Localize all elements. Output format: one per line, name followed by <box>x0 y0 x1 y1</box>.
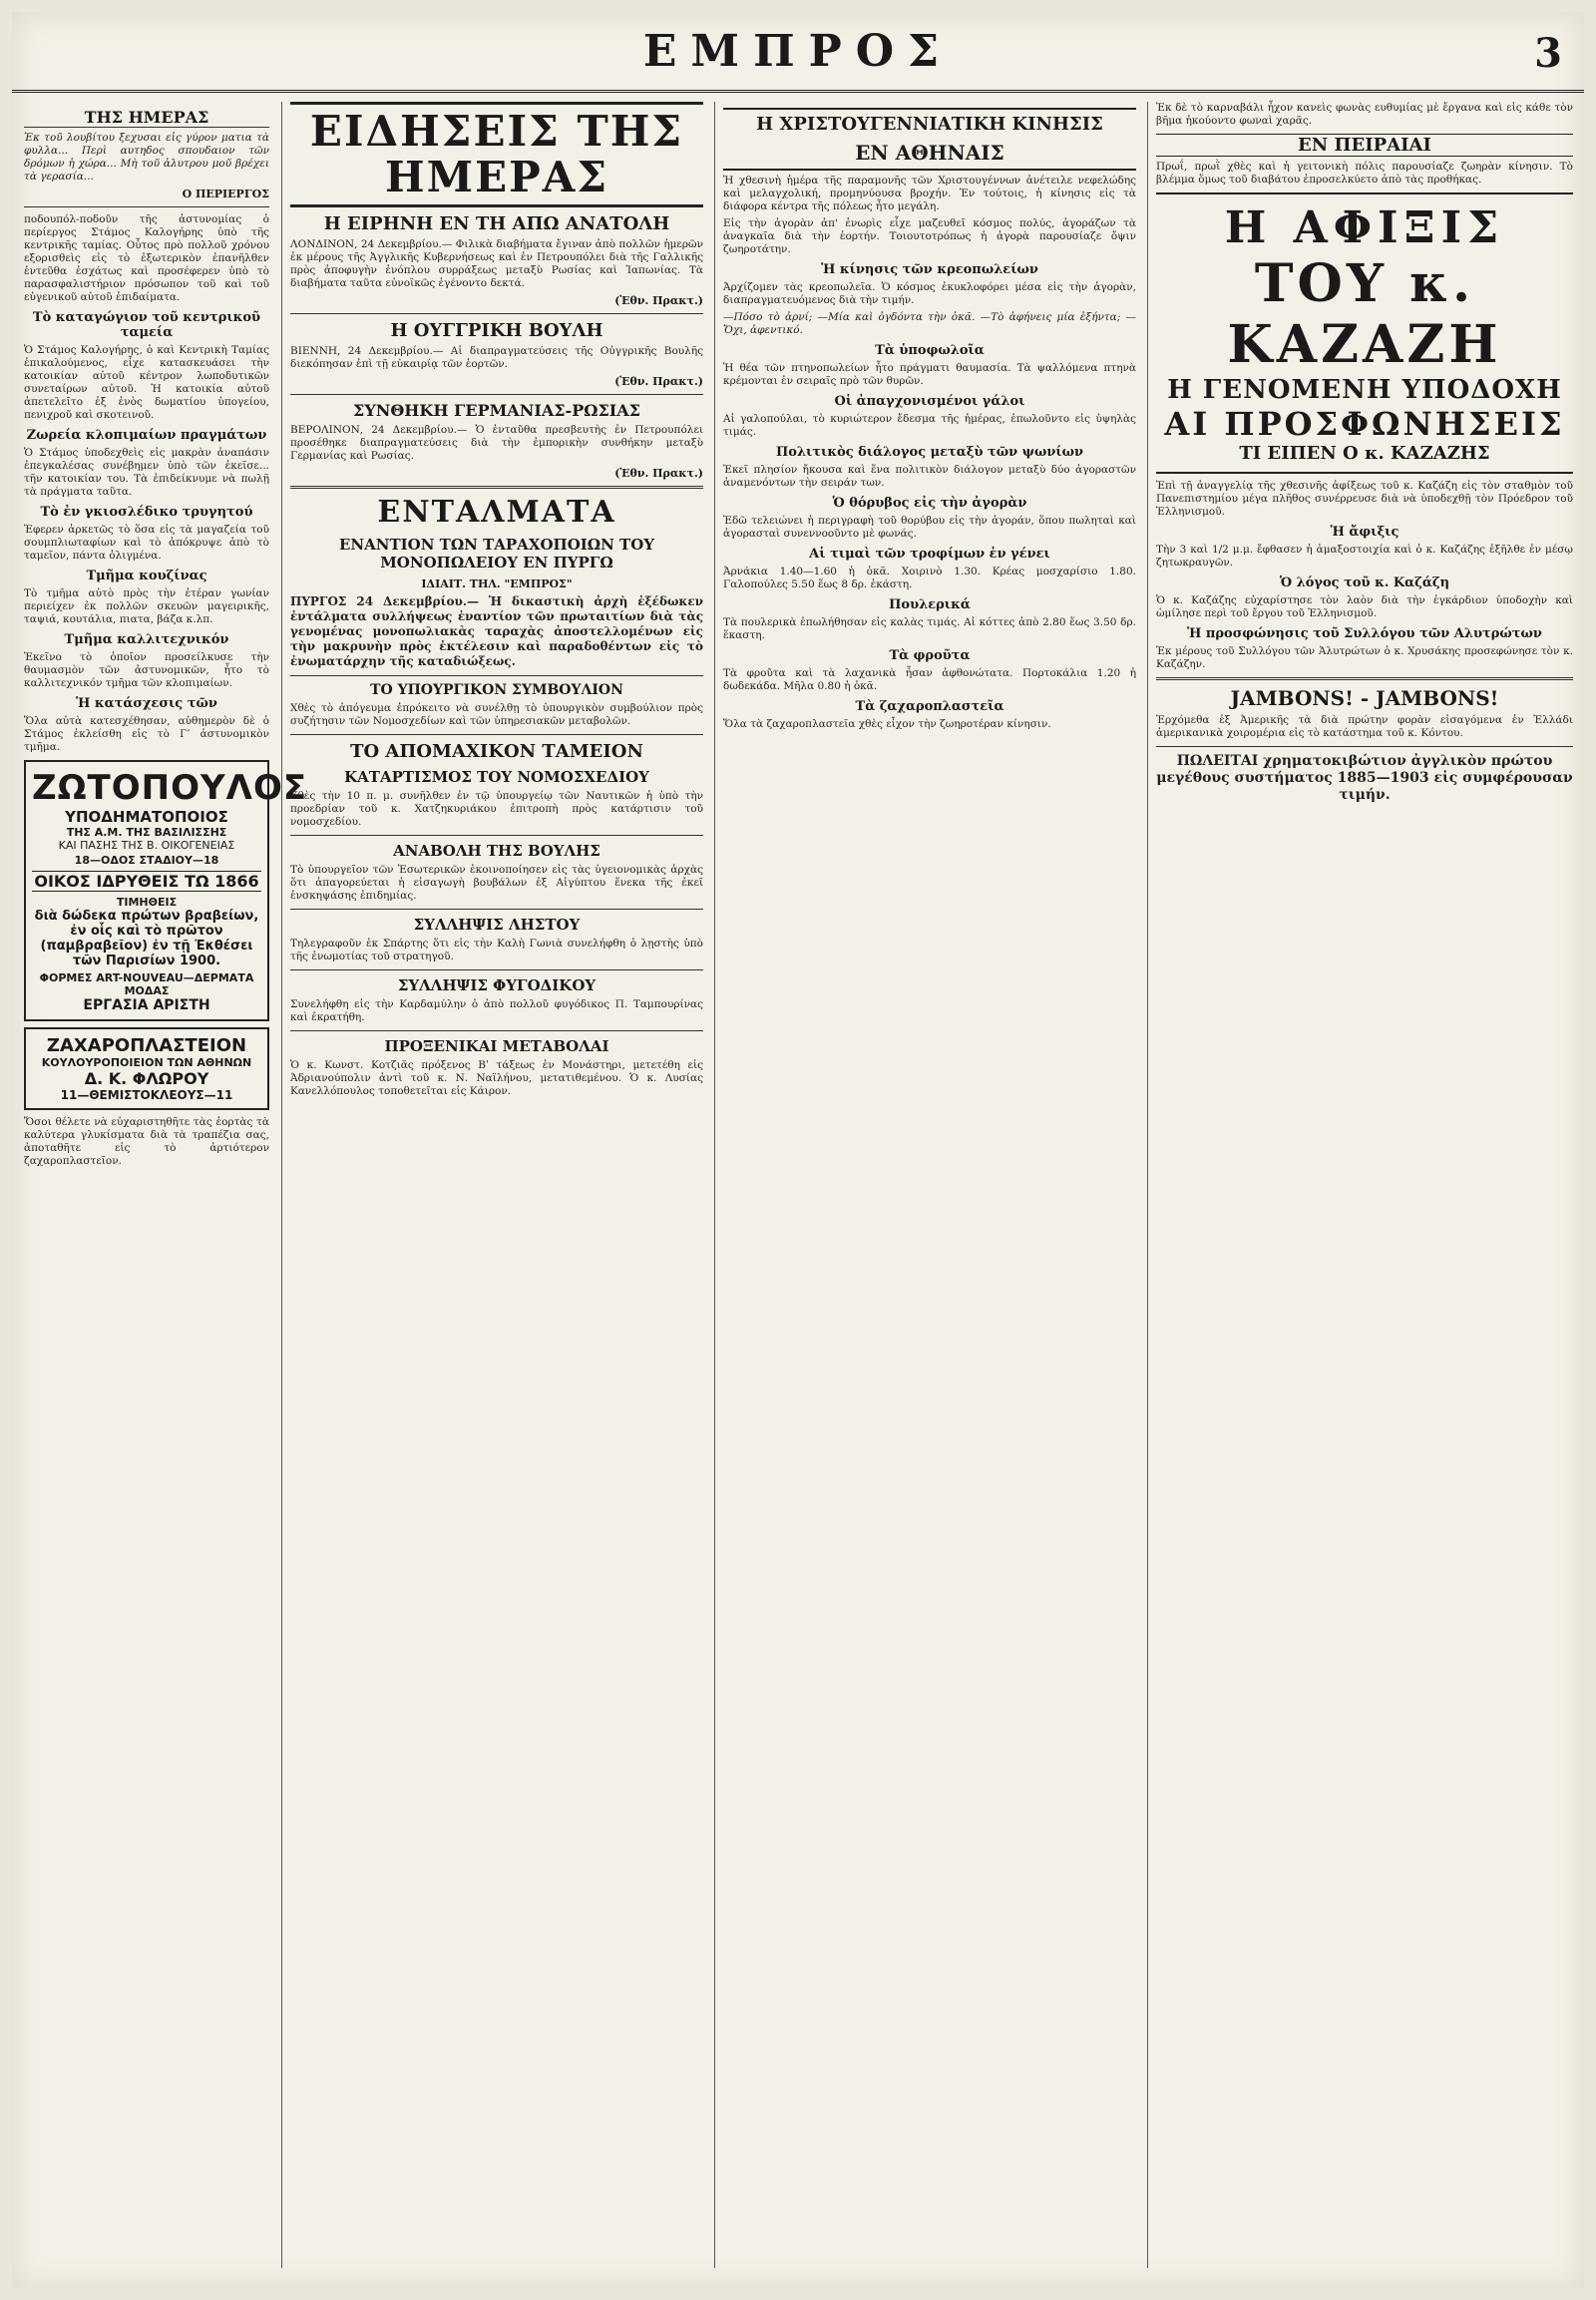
section-heading: Ἡ προσφώνησις τοῦ Συλλόγου τῶν Αλυτρώτων <box>1187 626 1542 641</box>
article-paragraph: Ὅλα αὐτὰ κατεσχέθησαν, αὐθημερὸν δὲ ὁ Στάμος ἐκλείσθη εἰς τὸ Γʹ ἀστυνομικὸν τμῆμα. <box>24 715 269 753</box>
section-heading: Ἡ ἄφιξις <box>1330 525 1399 540</box>
confectionery-ad <box>24 1027 269 1110</box>
article-paragraph: Τὰ φροῦτα καὶ τὰ λαχανικὰ ἦσαν ἀφθονώτατα. Πορτοκάλια 1.20 ἡ δωδεκάδα. Μῆλα 0.80 ἡ ὀκᾶ. <box>723 667 1136 692</box>
ad-line: ΚΑΙ ΠΑΣΗΣ ΤΗΣ Β. ΟΙΚΟΓΕΝΕΙΑΣ <box>58 839 235 852</box>
ad-owner: Δ. Κ. ΦΛΩΡΟΥ <box>84 1069 209 1088</box>
headline-line: ΑΙ ΠΡΟΣΦΩΝΗΣΕΙΣ <box>1164 405 1565 443</box>
article-heading: ΣΥΛΛΗΨΙΣ ΦΥΓΟΔΙΚΟΥ <box>397 976 597 994</box>
article-paragraph: Ὁ κ. Κωνστ. Κοτζιᾶς πρόξενος Βʹ τάξεως ἐν Μονάστηρι, μετετέθη εἰς Ἀδριανούπολιν ἀντὶ τοῦ κ. Ν. Ναϊλήνου, μετατιθεμένου. Ὁ κ. Λυσίας Κανελλόπουλος τοποθετεῖται εἰς Κάιρον. <box>290 1059 703 1097</box>
ad-style: ΦΟΡΜΕΣ ART-NOUVEAU—ΔΕΡΜΑΤΑ ΜΟΔΑΣ <box>39 971 254 997</box>
section-heading: Ὁ θόρυβος εἰς τὴν ἀγορὰν <box>832 496 1027 511</box>
article-paragraph: ΒΙΕΝΝΗ, 24 Δεκεμβρίου.— Αἱ διαπραγματεύσεις τῆς Οὐγγρικῆς Βουλῆς διεκόπησαν ἐπὶ τῇ εὐκαιρίᾳ τῶν ἑορτῶν. <box>290 345 703 370</box>
article-paragraph: Ὁ Στάμος Καλογήρης, ὁ καὶ Κεντρικὴ Ταμίας ἐπικαλούμενος, εἶχε κατασκευάσει τὴν κατοικίαν αὐτοῦ κέντρον λωποδυτικῶν συνεταίρων αὐτοῦ. Ἡ κατοικία αὐτοῦ ἀπετελεῖτο ἐξ ἑνὸς δωματίου ὑπογείου, πενιχροῦ καὶ σκοτεινοῦ. <box>24 344 269 421</box>
section-heading: Τὰ ὑποφωλοῖα <box>875 343 985 358</box>
article-paragraph: Ὁ Στάμος ὑποδεχθεὶς εἰς μακρὰν ἀναπάσιν ἐπεγκαλέσας συνέβημεν ὑπὸ τῶν ἐκεῖσε... τῆν κατοικίαν του. Τὰ ἐπιδείκνυμε νὰ πωλῇ τὰ πράγματα ταῦτα. <box>24 447 269 498</box>
article-paragraph: Ὅσοι θέλετε νὰ εὐχαριστηθῆτε τὰς ἑορτὰς τὰ καλύτερα γλυκίσματα διὰ τὰ τραπέζια σας, ἀποταθῆτε εἰς τὸ ἀρτιότερον ζαχαροπλαστεῖον. <box>24 1116 269 1167</box>
article-paragraph: Ἡ θέα τῶν πτηνοπωλείων ἦτο πράγματι θαυμασία. Τὰ ψαλλόμενα πτηνὰ κρέμονται ἐν σειραῖς πρὸ τῶν θυρῶν. <box>723 362 1136 387</box>
article-paragraph: Ἀρνάκια 1.40—1.60 ἡ ὀκᾶ. Χοιρινὸ 1.30. Κρέας μοσχαρίσιο 1.80. Γαλοπούλες 5.50 ἕως 8 δρ. ἑκάστη. <box>723 566 1136 590</box>
article-paragraph: Ἐκ δὲ τὸ καρναβάλι ἦχον κανεὶς φωνὰς ευθυμίας μὲ ἔργανα καὶ εἰς κάθε τὸν βῆμα ἠκούοντο φωναὶ χαρᾶς. <box>1156 102 1573 127</box>
section-heading: Ἡ κίνησις τῶν κρεοπωλείων <box>821 262 1038 277</box>
kazazis-headline <box>1156 192 1573 474</box>
article-subheading: ΕΝΑΝΤΙΟΝ ΤΩΝ ΤΑΡΑΧΟΠΟΙΩΝ ΤΟΥ ΜΟΝΟΠΩΛΕΙΟΥ ΕΝ ΠΥΡΓΩ <box>338 536 654 572</box>
ad-text: Ἐρχόμεθα ἐξ Ἀμερικῆς τὰ διὰ πρώτην φορὰν εἰσαγόμενα ἐν Ἑλλάδι ἀμερικανικὰ χοιρομέρια εἰς τὸ κατάστημα τοῦ κ. Κόντου. <box>1156 714 1573 739</box>
article-paragraph: Αἱ γαλοπούλαι, τὸ κυριώτερον ἔδεσμα τῆς ἡμέρας, ἐπωλοῦντο εἰς ὑψηλὰς τιμάς. <box>723 413 1136 438</box>
article-paragraph: Ὁ κ. Καζάζης εὐχαρίστησε τὸν λαὸν διὰ τὴν ἐγκάρδιον ὑποδοχὴν καὶ ὡμίλησε περὶ τοῦ ἔργου τοῦ Ἑλληνισμοῦ. <box>1156 594 1573 619</box>
article-paragraph: Ἡ χθεσινὴ ἡμέρα τῆς παραμονῆς τῶν Χριστουγέννων ἀνέτειλε νεφελώδης καὶ μελαγχολική, προμηνύουσα βροχήν. Ἐν τούτοις, ἡ κίνησις εἰς τὰ διάφορα κέντρα τῆς πόλεως ἦτο μεγάλη. <box>723 175 1136 212</box>
source-credit: (Ἐθν. Πρακτ.) <box>614 294 703 307</box>
article-paragraph: Χθὲς τὸ ἀπόγευμα ἐπρόκειτο νὰ συνέλθῃ τὸ ὑπουργικὸν συμβούλιον πρὸς συζήτησιν τῶν Νομοσχεδίων καὶ τῶν ὑπηρεσιακῶν μεταβολῶν. <box>290 702 703 727</box>
article-subheading: ΚΑΤΑΡΤΙΣΜΟΣ ΤΟΥ ΝΟΜΟΣΧΕΔΙΟΥ <box>344 768 649 786</box>
ad-line: ΤΗΣ Α.Μ. ΤΗΣ ΒΑΣΙΛΙΣΣΗΣ <box>66 826 227 839</box>
section-heading: Τμῆμα καλλιτεχνικόν <box>64 632 229 647</box>
article-heading: Η ΧΡΙΣΤΟΥΓΕΝΝΙΑΤΙΚΗ ΚΙΝΗΣΙΣ <box>723 108 1136 135</box>
headline-line: Η ΓΕΝΟΜΕΝΗ ΥΠΟΔΟΧΗ <box>1167 375 1562 405</box>
article-paragraph: ποδουπόλ-ποδοῦν τῆς ἀστυνομίας ὁ περίεργος Στάμος Καλογήρης ὑπὸ τῆς κεντρικῆς ταμίας. Οὗτος πρὸ πολλοῦ χρόνου εξορισθεὶς εἰς τὸ ἐξωτερικὸν ἐπανῆλθεν ἐντεῦθα ἐσχάτως καὶ προσέφερεν ὑπὸ τὸ παρασφαλιστήριον πρόσωπον τοῦ καὶ τοῦ εὐγενικοῦ αὐτοῦ ἐπιδαίματα. <box>24 213 269 303</box>
headline-line: Η ΑΦΙΞΙΣ <box>1224 202 1505 253</box>
poem: Ἐκ τοῦ λουβίτου ξεχυσαι εἰς γύρον ματια τὰ φυλλα... Περὶ αυτηδος σπουδαιον τῶν δρόμων ἡ χώρα... Μὴ τοῦ ἀλυτρου μοῦ βρέχει τὰ γερασία... <box>24 132 269 183</box>
article-paragraph: Ἐκ μέρους τοῦ Συλλόγου τῶν Ἀλυτρώτων ὁ κ. Χρυσάκης προσεφώνησε τὸν κ. Καζάζην. <box>1156 645 1573 670</box>
article-heading: ΤΟ ΥΠΟΥΡΓΙΚΟΝ ΣΥΜΒΟΥΛΙΟΝ <box>370 682 623 698</box>
column-heading: ΤΗΣ ΗΜΕΡΑΣ <box>24 108 269 128</box>
page-number: 3 <box>1534 30 1562 77</box>
article-paragraph: Τὸ τμῆμα αὐτὸ πρὸς τὴν ἐτέραν γωνίαν περιείχεν ἐκ πολλῶν σκευῶν μαγειρικῆς, ταψιά, κουτάλια, πιατα, βάζα κ.λπ. <box>24 587 269 625</box>
article-paragraph: Ἐφερεν ἀρκετῶς τὸ ὅσα εἰς τὰ μαγαζεία τοῦ σουμπλιωταφίων καὶ τὸ ἀπόκρυψε ἀπὸ τὸ ταμεῖον, πάντα ὀλιγμένα. <box>24 524 269 562</box>
section-heading: Οἱ ἀπαγχονισμένοι γάλοι <box>834 394 1025 409</box>
section-heading: Ὁ λόγος τοῦ κ. Καζάζη <box>1279 575 1450 590</box>
article-paragraph: Χθὲς τὴν 10 π. μ. συνῆλθεν ἐν τῷ ὑπουργείῳ τῶν Ναυτικῶν ἡ ὑπὸ τὴν προεδρίαν τοῦ κ. Χατζηκυριάκου ἐπιτροπὴ πρὸς κατάρτισιν τοῦ νομοσχεδίου. <box>290 790 703 828</box>
dialogue: —Πόσο τὸ ἀρνί; —Μία καὶ ὀγδόντα τὴν ὀκᾶ. —Τὸ ἀφήνεις μία ἑξήντα; —Ὄχι, ἀφεντικό. <box>723 311 1136 336</box>
sale-notice: ΠΩΛΕΙΤΑΙ χρηματοκιβώτιον ἀγγλικὸν πρώτου μεγέθους συστήματος 1885—1903 εἰς συμφέρουσαν τιμήν. <box>1156 753 1573 803</box>
newspaper-title: ΕΜΠΡΟΣ <box>642 26 954 77</box>
ad-brand: ΖΩΤΟΠΟΥΛΟΣ <box>32 768 308 808</box>
ad-subtitle: ΥΠΟΔΗΜΑΤΟΠΟΙΟΣ <box>65 808 228 826</box>
article-paragraph: Τὰ πουλερικὰ ἐπωλήθησαν εἰς καλὰς τιμάς. Αἱ κόττες ἀπὸ 2.80 ἕως 3.50 δρ. ἕκαστη. <box>723 616 1136 641</box>
article-paragraph: Τηλεγραφοῦν ἐκ Σπάρτης ὅτι εἰς τὴν Καλὴ Γωνιὰ συνελήφθη ὁ λῃστὴς ὑπὸ τῆς ἐνωμοτίας τοῦ στρατηγοῦ. <box>290 938 703 962</box>
ad-honors-heading: ΤΙΜΗΘΕΙΣ <box>116 896 178 909</box>
ad-work: ΕΡΓΑΣΙΑ ΑΡΙΣΤΗ <box>83 997 210 1013</box>
shoemaker-ad <box>24 760 308 1021</box>
article-paragraph: Ἐπὶ τῇ ἀναγγελίᾳ τῆς χθεσινῆς ἀφίξεως τοῦ κ. Καζάζη εἰς τὸν σταθμὸν τοῦ Πανεπιστημίου μέγα πλῆθος συνέρρευσε διὰ νὰ ὑποδεχθῇ τὸν Πρόεδρον τοῦ Ἑλληνισμοῦ. <box>1156 480 1573 518</box>
section-heading: Τμῆμα κουζίνας <box>86 569 207 583</box>
section-heading: Ζωρεία κλοπιμαίων πραγμάτων <box>26 428 267 443</box>
article-paragraph: ΒΕΡΟΛΙΝΟΝ, 24 Δεκεμβρίου.— Ὁ ἐνταῦθα πρεσβευτὴς ἐν Πετρουπόλει προσέθηκε διαπραγματεύσεις διὰ τὴν ἐμπορικὴν συνθήκην μεταξὺ Γερμανίας καὶ Ρωσίας. <box>290 424 703 462</box>
section-heading: Τὰ φροῦτα <box>889 648 971 663</box>
masthead <box>12 20 1584 93</box>
article-paragraph: Ἀρχίζομεν τὰς κρεοπωλεῖα. Ὁ κόσμος ἐκυκλοφόρει μέσα εἰς τὴν ἀγορὰν, διαπραγματευόμενος διὰ τὴν τιμήν. <box>723 281 1136 306</box>
ad-address: 18—ΟΔΟΣ ΣΤΑΔΙΟΥ—18 <box>74 854 219 867</box>
ad-founded: ΟΙΚΟΣ ΙΔΡΥΘΕΙΣ ΤΩ 1866 <box>32 871 261 892</box>
article-paragraph: Πρωΐ, πρωῒ χθὲς καὶ ἡ γειτονικὴ πόλις παρουσίαζε ζωηρὰν κίνησιν. Τὸ βλέμμα ὅμως τοῦ διαβάτου ἐπροσελκύετο ἀπὸ τὰς προθήκας. <box>1156 161 1573 186</box>
article-paragraph: Ἐδῶ τελειώνει ἡ περιγραφὴ τοῦ θορύβου εἰς τὴν ἀγοράν, ὅπου πωληταὶ καὶ ἀγορασταὶ συνεννοοῦντο μὲ φωνάς. <box>723 515 1136 540</box>
section-heading: Αἱ τιμαὶ τῶν τροφίμων ἐν γένει <box>809 547 1050 562</box>
column-3 <box>714 102 1144 2268</box>
headline-line: ΤΙ ΕΙΠΕΝ Ο κ. ΚΑΖΑΖΗΣ <box>1239 443 1490 464</box>
ad-title: ΖΑΧΑΡΟΠΛΑΣΤΕΙΟΝ <box>46 1035 247 1056</box>
article-paragraph: Συνελήφθη εἰς τὴν Καρδαμύλην ὁ ἀπὸ πολλοῦ φυγόδικος Π. Ταμπουρίνας καὶ ἐκρατήθη. <box>290 998 703 1023</box>
column-4 <box>1147 102 1581 2268</box>
article-heading: Η ΕΙΡΗΝΗ ΕΝ ΤΗ ΑΠΩ ΑΝΑΤΟΛΗ <box>323 213 670 234</box>
article-paragraph: Εἰς τὴν ἀγορὰν ἀπ' ἐνωρὶς εἶχε μαζευθεῖ κόσμος πολύς, ἀγοράζων τὰ ἀναγκαῖα διὰ τὴν ἑορτήν. Τοιουτοτρόπως ἡ ἀγορὰ παρουσίαζε ὄψιν ζωηροτάτην. <box>723 217 1136 255</box>
section-heading: Πολιτικὸς διάλογος μεταξὺ τῶν ψωνίων <box>775 445 1084 460</box>
source-credit: (Ἐθν. Πρακτ.) <box>614 467 703 480</box>
ad-heading: JAMBONS! - JAMBONS! <box>1230 686 1499 710</box>
section-banner: ΕΙΔΗΣΕΙΣ ΤΗΣ ΗΜΕΡΑΣ <box>290 102 703 207</box>
article-heading: ΤΟ ΑΠΟΜΑΧΙΚΟΝ ΤΑΜΕΙΟΝ <box>350 741 643 762</box>
newspaper-page <box>12 12 1584 2288</box>
ad-address: 11—ΘΕΜΙΣΤΟΚΛΕΟΥΣ—11 <box>60 1088 233 1102</box>
ad-honors: διὰ δώδεκα πρώτων βραβείων, ἐν οἷς καὶ τὸ πρῶτον (παμβραβεῖον) ἐν τῇ Ἐκθέσει τῶν Παρισίων 1900. <box>34 909 259 968</box>
section-heading: Ἡ κατάσχεσις τῶν <box>76 696 217 711</box>
article-paragraph: Τὸ ὑπουργεῖον τῶν Ἐσωτερικῶν ἐκοινοποίησεν εἰς τὰς ὑγειονομικὰς ἀρχὰς ὅτι ἀπαγορεύεται ἡ εἰσαγωγὴ βουβάλων ἐξ Αἰγύπτου ἕνεκα τῆς ἐκεῖ ἐνσκηψάσης ἐπιδημίας. <box>290 864 703 902</box>
section-heading: Τὰ ζαχαροπλαστεῖα <box>855 699 1004 714</box>
headline-line: ΤΟΥ κ. ΚΑΖΑΖΗ <box>1227 253 1502 375</box>
article-heading: ΠΡΟΞΕΝΙΚΑΙ ΜΕΤΑΒΟΛΑΙ <box>384 1037 609 1055</box>
article-paragraph: Ὅλα τὰ ζαχαροπλαστεῖα χθὲς εἶχον τὴν ζωηροτέραν κίνησιν. <box>723 718 1051 730</box>
source-credit: (Ἐθν. Πρακτ.) <box>614 375 703 388</box>
article-paragraph: Ἐκεῖ πλησίον ἤκουσα καὶ ἕνα πολιτικὸν διάλογον μεταξὺ δύο ἀγοραστῶν ἀναμενόντων τὴν σειράν των. <box>723 464 1136 489</box>
article-paragraph: Τὴν 3 καὶ 1/2 μ.μ. ἔφθασεν ἡ ἁμαξοστοιχία καὶ ὁ κ. Καζάζης ἐξῆλθε ἐν μέσῳ ζητωκραυγῶν. <box>1156 544 1573 569</box>
article-heading: Η ΟΥΓΓΡΙΚΗ ΒΟΥΛΗ <box>390 320 603 341</box>
article-paragraph: Ἐκεῖνο τὸ ὁποῖον προσείλκυσε τὴν θαυμασμὸν τῶν ἀστυνομικῶν, ἦτο τὸ καλλιτεχνικόν τμῆμα τῶν κλοπιμαίων. <box>24 651 269 689</box>
article-heading: ΣΥΝΘΗΚΗ ΓΕΡΜΑΝΙΑΣ-ΡΩΣΙΑΣ <box>353 401 640 420</box>
article-heading: ΣΥΛΛΗΨΙΣ ΛΗΣΤΟΥ <box>413 916 581 934</box>
column-1 <box>16 102 308 2268</box>
article-paragraph: ΛΟΝΔΙΝΟΝ, 24 Δεκεμβρίου.— Φιλικὰ διαβήματα ἔγιναν ἀπὸ πολλῶν ἡμερῶν ἐκ μέρους τῆς Ἀγγλικῆς Κυβερνήσεως καὶ ἐν Πετρουπόλει διὰ τῆς Γαλλικῆς πρὸς ἀποφυγὴν ἐνόπλου συρράξεως μεταξὺ Ρωσίας καὶ Ἰαπωνίας. Τὰ διαβήματα ταῦτα εὐνοϊκῶς ἐγένοντο δεκτά. <box>290 238 703 289</box>
article-heading: ΕΝ ΠΕΙΡΑΙΑΙ <box>1156 134 1573 157</box>
section-heading: Τὸ καταγώγιον τοῦ κεντρικοῦ ταμεία <box>32 310 261 340</box>
article-subheading: ΕΝ ΑΘΗΝΑΙΣ <box>723 141 1136 171</box>
article-heading: ΕΝΤΑΛΜΑΤΑ <box>377 495 616 530</box>
article-heading: ΑΝΑΒΟΛΗ ΤΗΣ ΒΟΥΛΗΣ <box>393 842 600 860</box>
column-2 <box>281 102 711 2268</box>
poem-signature: Ο ΠΕΡΙΕΡΓΟΣ <box>182 188 269 200</box>
section-heading: Τὸ ἐν γκιοσλέδικο τρυγητού <box>40 505 253 520</box>
article-dateline: ΙΔΙΑΙΤ. ΤΗΛ. "ΕΜΠΡΟΣ" <box>421 577 573 590</box>
article-paragraph: ΠΥΡΓΟΣ 24 Δεκεμβρίου.— Ἡ δικαστικὴ ἀρχὴ ἐξέδωκεν ἐντάλματα συλλήψεως ἐναντίον τῶν πρωταιτίων διὰ τὰς γενομένας μονοπωλιακὰς ταραχὰς ἀποστελλομένων εἰς τὴν μακρυνὴν πρὸς ἐκτέλεσιν καὶ παραδοθέντων εἰς τὸ ἐνωματάρχην τῆς καταδιώξεως. <box>290 594 703 668</box>
ad-subtitle: ΚΟΥΛΟΥΡΟΠΟΙΕΙΟΝ ΤΩΝ ΑΘΗΝΩΝ <box>41 1056 252 1069</box>
section-heading: Πουλερικά <box>889 597 971 612</box>
